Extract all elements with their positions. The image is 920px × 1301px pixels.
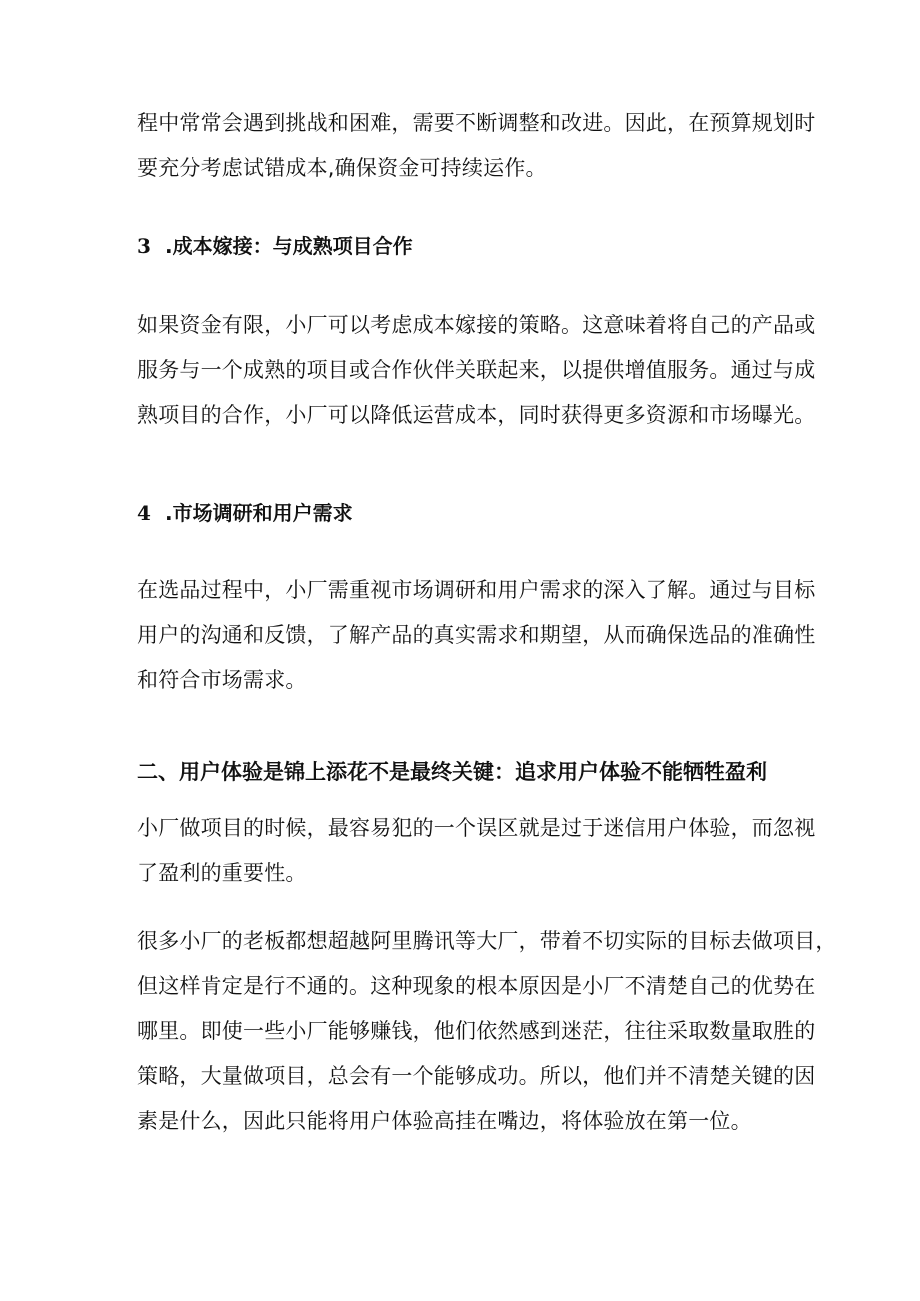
paragraph-line: 很多小厂的老板都想超越阿里腾讯等大厂，带着不切实际的目标去做项目， (137, 929, 837, 953)
paragraph-line: 素是什么，因此只能将用户体验高挂在嘴边，将体验放在第一位。 (137, 1109, 752, 1133)
heading-title: .成本嫁接：与成熟项目合作 (165, 234, 413, 258)
paragraph-line: 如果资金有限，小厂可以考虑成本嫁接的策略。这意味着将自己的产品或 (137, 313, 816, 337)
paragraph-line: 策略，大量做项目，总会有一个能够成功。所以，他们并不清楚关键的因 (137, 1064, 816, 1088)
paragraph-line: 小厂做项目的时候，最容易犯的一个误区就是过于迷信用户体验，而忽视 (137, 816, 816, 840)
paragraph-cost-grafting (137, 303, 816, 438)
paragraph-market-research (137, 568, 816, 703)
paragraph-line: 要充分考虑试错成本,确保资金可持续运作。 (137, 156, 547, 180)
paragraph-line: 在选品过程中，小厂需重视市场调研和用户需求的深入了解。通过与目标 (137, 578, 816, 602)
paragraph-budget-trial-cost (137, 101, 816, 191)
paragraph-line: 服务与一个成熟的项目或合作伙伴关联起来，以提供增值服务。通过与成 (137, 358, 816, 382)
paragraph-line: 哪里。即使一些小厂能够赚钱，他们依然感到迷茫，往往采取数量取胜的 (137, 1019, 816, 1043)
heading-market-research (137, 498, 807, 528)
paragraph-line: 熟项目的合作，小厂可以降低运营成本，同时获得更多资源和市场曝光。 (137, 403, 816, 427)
paragraph-line: 了盈利的重要性。 (137, 861, 307, 885)
section-title-text: 二、用户体验是锦上添花不是最终关键：追求用户体验不能牺牲盈利 (137, 760, 767, 784)
paragraph-line: 用户的沟通和反馈，了解产品的真实需求和期望，从而确保选品的准确性 (137, 623, 816, 647)
paragraph-user-experience-misconception (137, 806, 816, 896)
paragraph-line: 和符合市场需求。 (137, 668, 307, 692)
heading-cost-grafting (137, 231, 807, 261)
heading-number: 3 (137, 234, 151, 258)
paragraph-line: 程中常常会遇到挑战和困难，需要不断调整和改进。因此，在预算规划时 (137, 111, 816, 135)
heading-number: 4 (137, 501, 151, 525)
paragraph-small-factory-bosses (137, 919, 837, 1144)
heading-title: .市场调研和用户需求 (165, 501, 353, 525)
paragraph-line: 但这样肯定是行不通的。这种现象的根本原因是小厂不清楚自己的优势在 (137, 974, 816, 998)
section-title-user-experience (137, 757, 807, 787)
